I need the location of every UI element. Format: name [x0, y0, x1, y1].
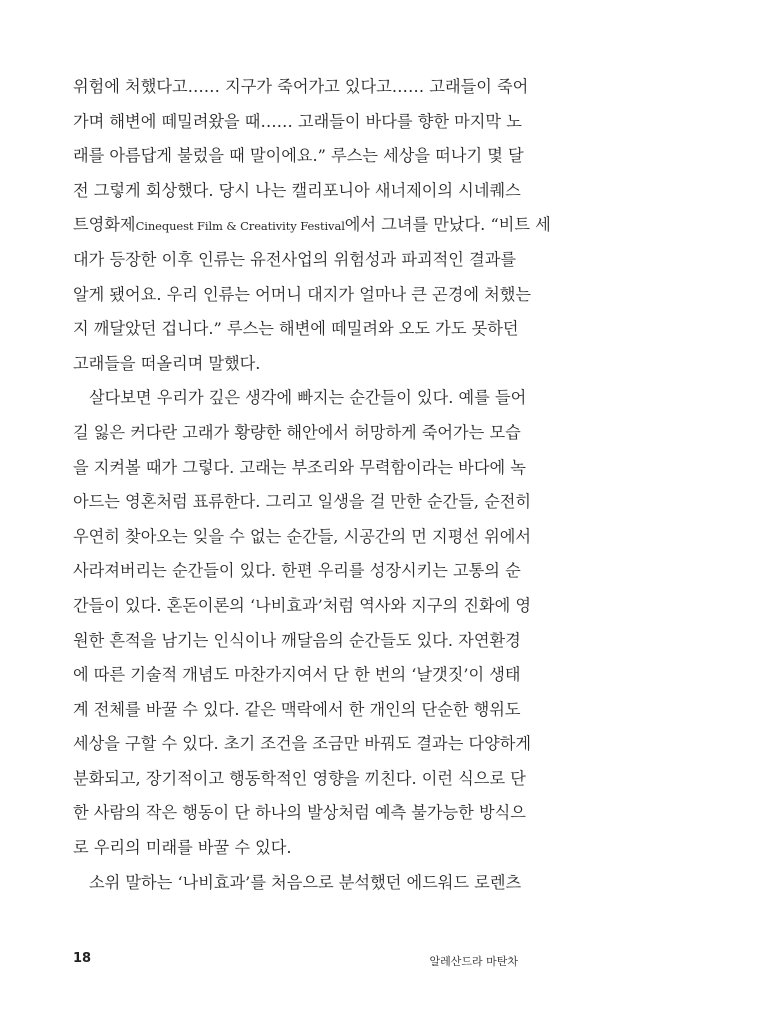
text-line: 지 깨달았던 겁니다.” 루스는 해변에 떼밀려와 오도 가도 못하던 — [73, 319, 519, 339]
text-line: 소위 말하는 ‘나비효과’를 처음으로 분석했던 에드워드 로렌츠 — [89, 872, 522, 892]
text-line: 세상을 구할 수 있다. 초기 조건을 조금만 바꿔도 결과는 다양하게 — [73, 734, 532, 754]
running-title: 알레산드라 마탄차 — [429, 955, 518, 968]
text-line: 길 잃은 커다란 고래가 황량한 해안에서 허망하게 죽어가는 모습 — [73, 422, 521, 442]
text-line: 래를 아름답게 불렀을 때 말이에요.” 루스는 세상을 떠나기 몇 달 — [73, 146, 524, 166]
text-line: 계 전체를 바꿀 수 있다. 같은 맥락에서 한 개인의 단순한 행위도 — [73, 699, 521, 719]
page-footer — [73, 951, 518, 973]
festival-english-name: Cinequest Film & Creativity Festival — [135, 219, 345, 234]
text-line: 원한 흔적을 남기는 인식이나 깨달음의 순간들도 있다. 자연환경 — [73, 630, 521, 650]
text-line: 에 따른 기술적 개념도 마찬가지여서 단 한 번의 ‘날갯짓’이 생태 — [73, 665, 521, 685]
text-line: 전 그렇게 회상했다. 당시 나는 캘리포니아 새너제이의 시네퀘스 — [73, 180, 521, 200]
text-line: 분화되고, 장기적이고 행동학적인 영향을 끼친다. 이런 식으로 단 — [73, 768, 526, 788]
text-line: 대가 등장한 이후 인류는 유전사업의 위험성과 파괴적인 결과를 — [73, 249, 516, 269]
text-line: 우연히 찾아오는 잊을 수 없는 순간들, 시공간의 먼 지평선 위에서 — [73, 526, 532, 546]
text-line — [73, 208, 551, 243]
text-line: 로 우리의 미래를 바꿀 수 있다. — [73, 838, 292, 858]
text-line: 고래들을 떠올리며 말했다. — [73, 353, 261, 373]
text-segment: 에서 그녀를 만났다. “비트 세 — [344, 215, 551, 235]
text-line: 알게 됐어요. 우리 인류는 어머니 대지가 얼마나 큰 곤경에 처했는 — [73, 284, 532, 304]
text-line: 간들이 있다. 혼돈이론의 ‘나비효과’처럼 역사와 지구의 진화에 영 — [73, 595, 532, 615]
text-line: 한 사람의 작은 행동이 단 하나의 발상처럼 예측 불가능한 방식으 — [73, 803, 526, 823]
text-line: 사라져버리는 순간들이 있다. 한편 우리를 성장시키는 고통의 순 — [73, 561, 521, 581]
text-line: 아드는 영혼처럼 표류한다. 그리고 일생을 걸 만한 순간들, 순전히 — [73, 492, 532, 512]
text-line: 을 지켜볼 때가 그렇다. 고래는 부조리와 무력함이라는 바다에 녹 — [73, 457, 526, 477]
text-segment: 트영화제 — [73, 215, 136, 235]
page-number: 18 — [73, 951, 92, 966]
text-line: 가며 해변에 떼밀려왔을 때…… 고래들이 바다를 향한 마지막 노 — [73, 111, 522, 131]
text-line: 위험에 처했다고…… 지구가 죽어가고 있다고…… 고래들이 죽어 — [73, 77, 529, 96]
text-line: 살다보면 우리가 깊은 생각에 빠지는 순간들이 있다. 예를 들어 — [89, 388, 527, 408]
body-text — [73, 70, 551, 900]
